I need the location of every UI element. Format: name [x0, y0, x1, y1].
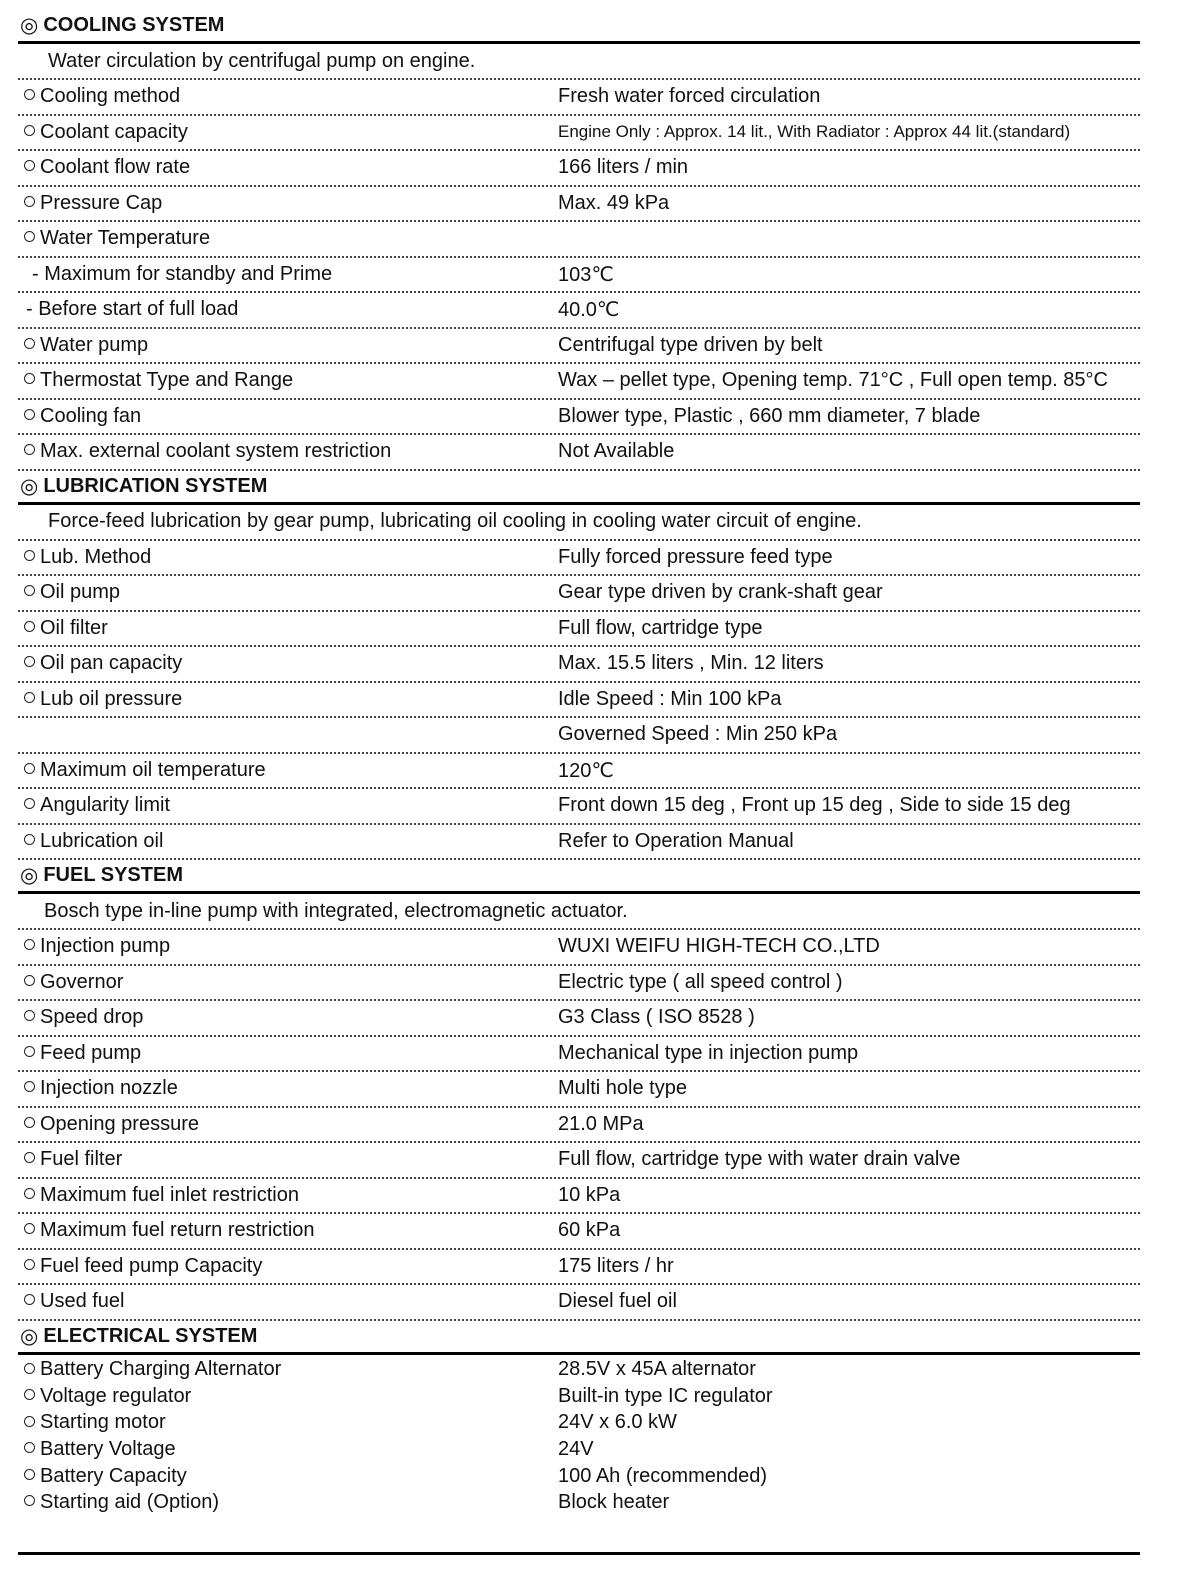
double-circle-icon: ◎	[20, 14, 39, 37]
spec-row	[18, 1179, 1140, 1215]
spec-label: Coolant capacity	[40, 120, 188, 143]
spec-value: Front down 15 deg , Front up 15 deg , Side to side 15 deg	[558, 794, 1071, 817]
spec-value: Not Available	[558, 440, 675, 463]
spec-value: 60 kPa	[558, 1219, 621, 1242]
spec-label: Maximum fuel inlet restriction	[40, 1183, 299, 1206]
spec-row	[18, 612, 1140, 648]
circle-bullet-icon	[24, 692, 35, 703]
section-header-electrical	[18, 1321, 1140, 1355]
spec-row	[18, 930, 1140, 966]
circle-bullet-icon	[24, 1389, 35, 1400]
section-intro: Bosch type in-line pump with integrated, electromagnetic actuator.	[18, 894, 1140, 930]
spec-sheet	[18, 10, 1140, 1516]
spec-row	[18, 789, 1140, 825]
circle-bullet-icon	[24, 160, 35, 171]
spec-row	[18, 80, 1140, 116]
spec-row	[18, 293, 1140, 329]
circle-bullet-icon	[24, 1081, 35, 1092]
spec-value: 103℃	[558, 263, 614, 286]
circle-bullet-icon	[24, 338, 35, 349]
spec-label: Water pump	[40, 333, 149, 356]
double-circle-icon: ◎	[20, 474, 39, 498]
spec-row	[18, 576, 1140, 612]
section-header-lubrication	[18, 471, 1140, 505]
spec-value: Mechanical type in injection pump	[558, 1041, 859, 1064]
circle-bullet-icon	[24, 196, 35, 207]
spec-value: Multi hole type	[558, 1077, 687, 1100]
spec-value: 24V x 6.0 kW	[558, 1411, 677, 1434]
spec-value: Gear type driven by crank-shaft gear	[558, 581, 883, 604]
spec-value: Diesel fuel oil	[558, 1290, 677, 1313]
spec-value: G3 Class ( ISO 8528 )	[558, 1006, 755, 1029]
spec-value: Block heater	[558, 1491, 670, 1514]
spec-value: Max. 49 kPa	[558, 191, 670, 214]
spec-label: Cooling method	[40, 85, 181, 108]
spec-row	[18, 187, 1140, 223]
spec-label: Starting aid (Option)	[40, 1491, 219, 1514]
spec-label: Water Temperature	[40, 227, 211, 250]
spec-row	[18, 1383, 1140, 1410]
circle-bullet-icon	[24, 1294, 35, 1305]
spec-row	[18, 541, 1140, 577]
section-header-cooling	[18, 10, 1140, 44]
spec-row	[18, 116, 1140, 152]
circle-bullet-icon	[24, 621, 35, 632]
circle-bullet-icon	[24, 231, 35, 242]
spec-label: Battery Charging Alternator	[40, 1358, 282, 1381]
spec-row	[18, 1463, 1140, 1490]
spec-label: - Before start of full load	[26, 298, 239, 321]
spec-row	[18, 1285, 1140, 1321]
spec-row	[18, 1214, 1140, 1250]
spec-row	[18, 364, 1140, 400]
spec-value: 21.0 MPa	[558, 1112, 644, 1135]
circle-bullet-icon	[24, 656, 35, 667]
circle-bullet-icon	[24, 1117, 35, 1128]
spec-value: Centrifugal type driven by belt	[558, 333, 823, 356]
spec-row	[18, 435, 1140, 471]
spec-value: 40.0℃	[558, 299, 620, 322]
spec-row	[18, 966, 1140, 1002]
circle-bullet-icon	[24, 1469, 35, 1480]
circle-bullet-icon	[24, 1188, 35, 1199]
circle-bullet-icon	[24, 89, 35, 100]
circle-bullet-icon	[24, 798, 35, 809]
circle-bullet-icon	[24, 1442, 35, 1453]
spec-row	[18, 1143, 1140, 1179]
spec-label: - Maximum for standby and Prime	[32, 262, 333, 285]
circle-bullet-icon	[24, 1046, 35, 1057]
circle-bullet-icon	[24, 373, 35, 384]
circle-bullet-icon	[24, 550, 35, 561]
spec-row	[18, 1436, 1140, 1463]
spec-value: Wax – pellet type, Opening temp. 71°C , Full open temp. 85°C	[558, 369, 1108, 392]
spec-value: Full flow, cartridge type	[558, 616, 763, 639]
double-circle-icon: ◎	[20, 864, 39, 887]
section-title: FUEL SYSTEM	[43, 864, 183, 886]
spec-row	[18, 825, 1140, 861]
spec-value: 10 kPa	[558, 1183, 621, 1206]
spec-label: Starting motor	[40, 1411, 166, 1434]
spec-value: 28.5V x 45A alternator	[558, 1358, 756, 1381]
spec-row	[18, 1072, 1140, 1108]
spec-label: Speed drop	[40, 1006, 144, 1029]
circle-bullet-icon	[24, 939, 35, 950]
spec-row	[18, 1410, 1140, 1437]
bottom-rule	[18, 1552, 1140, 1555]
spec-row	[18, 683, 1140, 719]
spec-label: Fuel filter	[40, 1148, 123, 1171]
spec-row	[18, 222, 1140, 258]
spec-row	[18, 647, 1140, 683]
spec-label: Coolant flow rate	[40, 156, 191, 179]
circle-bullet-icon	[24, 1416, 35, 1427]
spec-value: 120℃	[558, 759, 614, 782]
spec-value: Max. 15.5 liters , Min. 12 liters	[558, 652, 824, 675]
section-title: COOLING SYSTEM	[43, 14, 225, 36]
spec-row	[18, 1108, 1140, 1144]
circle-bullet-icon	[24, 409, 35, 420]
circle-bullet-icon	[24, 1010, 35, 1021]
circle-bullet-icon	[24, 1152, 35, 1163]
spec-value: Blower type, Plastic , 660 mm diameter, 7 blade	[558, 404, 981, 427]
electrical-spec-list	[18, 1355, 1140, 1517]
spec-label: Lub. Method	[40, 545, 152, 568]
spec-label: Battery Capacity	[40, 1464, 187, 1487]
spec-label: Lub oil pressure	[40, 687, 183, 710]
spec-value: Fully forced pressure feed type	[558, 545, 833, 568]
spec-row	[18, 329, 1140, 365]
section-intro: Force-feed lubrication by gear pump, lubricating oil cooling in cooling water circuit of engine.	[18, 505, 1140, 541]
spec-row	[18, 1357, 1140, 1384]
section-header-fuel	[18, 860, 1140, 894]
spec-value: Refer to Operation Manual	[558, 829, 794, 852]
spec-value: Fresh water forced circulation	[558, 85, 821, 108]
spec-row	[18, 1250, 1140, 1286]
spec-label: Maximum fuel return restriction	[40, 1219, 315, 1242]
spec-value: Built-in type IC regulator	[558, 1384, 773, 1407]
spec-label: Angularity limit	[40, 794, 171, 817]
spec-row	[18, 400, 1140, 436]
spec-label: Oil pump	[40, 581, 121, 604]
spec-label: Pressure Cap	[40, 191, 163, 214]
spec-value: Governed Speed : Min 250 kPa	[558, 723, 838, 746]
spec-row	[18, 718, 1140, 754]
spec-label: Governor	[40, 970, 124, 993]
spec-value: 24V	[558, 1438, 594, 1461]
spec-label: Oil pan capacity	[40, 652, 183, 675]
circle-bullet-icon	[24, 444, 35, 455]
spec-label: Voltage regulator	[40, 1384, 192, 1407]
circle-bullet-icon	[24, 763, 35, 774]
spec-value: 166 liters / min	[558, 156, 689, 179]
spec-value: 175 liters / hr	[558, 1254, 674, 1277]
circle-bullet-icon	[24, 834, 35, 845]
spec-label: Lubrication oil	[40, 829, 164, 852]
circle-bullet-icon	[24, 1259, 35, 1270]
circle-bullet-icon	[24, 1223, 35, 1234]
spec-label: Oil filter	[40, 616, 108, 639]
circle-bullet-icon	[24, 585, 35, 596]
section-title: LUBRICATION SYSTEM	[43, 474, 268, 497]
spec-label: Used fuel	[40, 1290, 125, 1313]
spec-value: 100 Ah (recommended)	[558, 1464, 768, 1487]
spec-row	[18, 258, 1140, 294]
spec-label: Injection pump	[40, 935, 171, 958]
spec-value: Full flow, cartridge type with water drain valve	[558, 1148, 961, 1171]
spec-value: WUXI WEIFU HIGH-TECH CO.,LTD	[558, 935, 880, 958]
section-title: ELECTRICAL SYSTEM	[43, 1324, 258, 1347]
circle-bullet-icon	[24, 125, 35, 136]
spec-label: Injection nozzle	[40, 1077, 178, 1100]
spec-label: Battery Voltage	[40, 1438, 176, 1461]
double-circle-icon: ◎	[20, 1324, 39, 1348]
spec-label: Maximum oil temperature	[40, 758, 266, 781]
spec-label: Max. external coolant system restriction	[40, 440, 392, 463]
spec-label: Opening pressure	[40, 1112, 199, 1135]
circle-bullet-icon	[24, 1363, 35, 1374]
spec-value: Electric type ( all speed control )	[558, 970, 843, 993]
circle-bullet-icon	[24, 1495, 35, 1506]
spec-row	[18, 1489, 1140, 1516]
spec-row	[18, 1001, 1140, 1037]
spec-row	[18, 1037, 1140, 1073]
circle-bullet-icon	[24, 975, 35, 986]
spec-label: Thermostat Type and Range	[40, 369, 294, 392]
spec-row	[18, 754, 1140, 790]
spec-value: Engine Only : Approx. 14 lit., With Radiator : Approx 44 lit.(standard)	[558, 122, 1071, 142]
spec-value: Idle Speed : Min 100 kPa	[558, 687, 782, 710]
section-intro: Water circulation by centrifugal pump on engine.	[18, 44, 1140, 80]
spec-label: Cooling fan	[40, 404, 142, 427]
spec-label: Fuel feed pump Capacity	[40, 1254, 263, 1277]
spec-row	[18, 151, 1140, 187]
spec-label: Feed pump	[40, 1041, 142, 1064]
